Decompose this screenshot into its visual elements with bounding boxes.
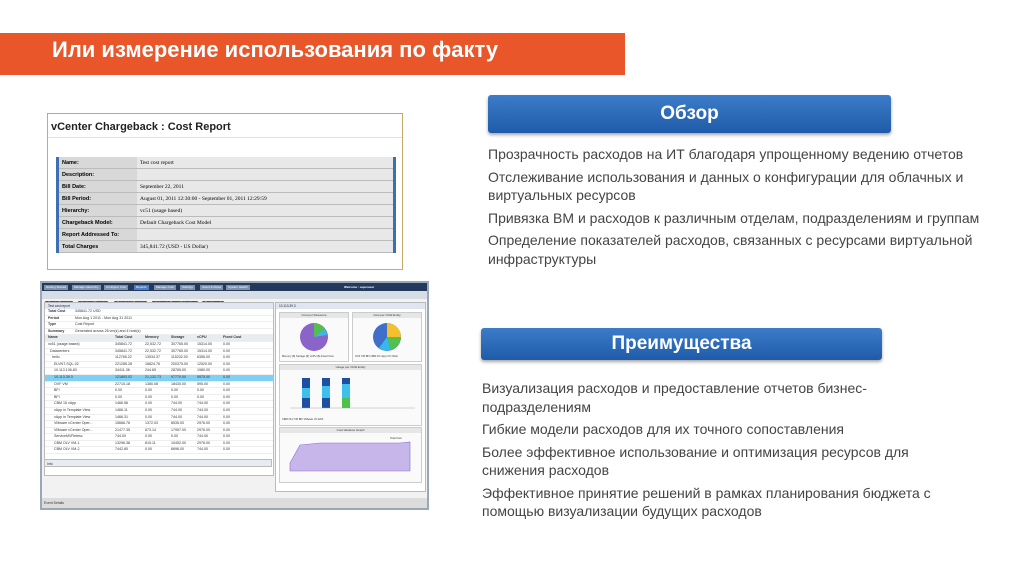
table-row[interactable] xyxy=(45,415,273,422)
benefits-bullet: Гибкие модели расходов для их точного сопоставления xyxy=(482,421,844,437)
table-cell: Datacenters xyxy=(50,348,70,353)
table-cell: 21,132.73 xyxy=(145,374,161,379)
overview-bullet: Определение показателей расходов, связанных с ресурсами виртуальной инфраструктуры xyxy=(488,232,973,267)
table-row[interactable] xyxy=(45,355,273,362)
table-cell: 13296.38 xyxy=(115,440,130,445)
table-cell: vc51 (usage based) xyxy=(48,341,80,346)
table-row[interactable] xyxy=(45,447,273,454)
table-cell: vApp in Template View xyxy=(54,407,91,412)
table-cell: 307765.00 xyxy=(171,348,188,353)
legend-text: Total Cost xyxy=(390,437,402,440)
table-cell: 8535.00 xyxy=(171,421,184,426)
benefits-bullet: Более эффективное использование и оптимизация ресурсов для снижения расходов xyxy=(482,443,909,478)
table-cell: 0.00 xyxy=(115,388,122,393)
table-cell: 345841.72 xyxy=(115,341,132,346)
table-cell: CBM OLV VM-1 xyxy=(54,440,80,445)
table-cell: 0.00 xyxy=(145,394,152,399)
table-row[interactable] xyxy=(45,368,273,375)
overview-bullet: Отслеживание использования и данных о конфигурации для облачных и виртуальных ресурсов xyxy=(488,168,964,203)
report-divider xyxy=(48,137,402,138)
table-cell: 0.00 xyxy=(171,388,178,393)
table-cell: 0.00 xyxy=(223,407,230,412)
table-cell: 0.00 xyxy=(223,388,230,393)
app-top-nav xyxy=(42,283,427,291)
grid-body xyxy=(45,342,273,454)
table-row[interactable] xyxy=(45,421,273,428)
table-cell: 18430.00 xyxy=(171,381,186,386)
table-cell: OVF VM xyxy=(54,381,68,386)
table-cell: 0.00 xyxy=(223,355,230,360)
event-details-bar[interactable]: Event Details xyxy=(42,498,429,508)
legend-text: OVF VM BFI CBM 15 vApp VC Other xyxy=(355,355,399,358)
table-cell: 0.00 xyxy=(145,414,152,419)
table-cell: CBM 15 vApp xyxy=(54,401,77,406)
table-cell: 0.00 xyxy=(145,401,152,406)
table-cell: 121893.02 xyxy=(115,374,132,379)
table-cell: 0.00 xyxy=(145,434,152,439)
table-cell: 0.00 xyxy=(145,447,152,452)
table-cell: 1466.56 xyxy=(115,401,128,406)
bar xyxy=(302,388,310,398)
table-cell: vApp in Template View xyxy=(54,414,91,419)
table-cell: 15314.00 xyxy=(197,348,212,353)
table-cell: ELVNT-SQL-02 xyxy=(54,361,79,366)
table-cell: 221285.28 xyxy=(115,361,132,366)
table-cell: 2976.00 xyxy=(197,421,210,426)
table-cell: 744.00 xyxy=(171,407,182,412)
table-cell: 1380.08 xyxy=(145,381,158,386)
table-cell: 0.00 xyxy=(223,368,230,373)
table-cell: 815.11 xyxy=(145,440,156,445)
report-tab[interactable]: Test cost report xyxy=(45,303,273,309)
bar-chart-usage: Usage per Child Entity CBM OLV VM BFI VMware VC ESX xyxy=(279,364,422,426)
table-cell: 744.00 xyxy=(171,401,182,406)
table-cell: hello xyxy=(52,355,60,360)
table-cell: BFI xyxy=(54,388,60,393)
bar xyxy=(342,398,350,408)
table-cell: 7442.80 xyxy=(115,447,128,452)
table-cell: ServiceMVRetesc xyxy=(54,434,83,439)
app-tab[interactable]: Getting Started xyxy=(46,285,67,289)
pie-chart-2-svg xyxy=(353,318,421,360)
app-tab-active[interactable]: Reports xyxy=(136,285,147,289)
table-cell: CBM OLV VM-2 xyxy=(54,447,80,452)
benefits-bullet: Визуализация расходов и предоставление отчетов бизнес-подразделениям xyxy=(482,380,867,415)
table-row[interactable] xyxy=(45,382,273,389)
table-row[interactable] xyxy=(45,388,273,395)
app-tab[interactable]: Manage Cost xyxy=(156,285,174,289)
welcome-label: Welcome : superuser xyxy=(344,285,375,289)
pie-chart-child: Cost per Child Entity OVF VM BFI CBM 15 vApp VC Other xyxy=(352,312,422,362)
table-cell: 34411.36 xyxy=(115,368,130,373)
app-tab[interactable]: Manage Hierarchy xyxy=(74,285,99,289)
table-cell: 1980.00 xyxy=(197,368,210,373)
field-row: Total Cost 345841.72 USD xyxy=(45,309,273,316)
title-bar xyxy=(0,33,625,75)
table-cell: VMware vCenter Oper... xyxy=(54,427,93,432)
pie-slice-b xyxy=(387,323,401,337)
table-cell: 0.00 xyxy=(145,388,152,393)
table-cell: 0.00 xyxy=(223,341,230,346)
field-row: Summary Generated across 26 vm(s) and 4 host(s) xyxy=(45,329,273,336)
cost-report-image xyxy=(47,113,403,270)
table-cell: 10.113.39.3 xyxy=(54,374,73,379)
table-row[interactable] xyxy=(45,349,273,356)
report-row: Report Addressed To: xyxy=(58,229,395,241)
table-cell: 0.00 xyxy=(223,447,230,452)
report-row: Name: Test cost report xyxy=(58,157,395,169)
table-cell: 2976.00 xyxy=(197,440,210,445)
table-cell: 10.113.106.83 xyxy=(54,368,77,373)
report-grid-pane xyxy=(44,302,274,476)
grid-header-row: Name Total Cost Memory Storage vCPU Fixed Cost xyxy=(45,335,273,342)
table-cell: 28765.00 xyxy=(171,368,186,373)
table-cell: 6356.00 xyxy=(197,355,210,360)
report-row: Chargeback Model: Default Chargeback Cost Model xyxy=(58,217,395,229)
area-chart-variance: Cost Variance Graph Total Cost xyxy=(279,427,422,483)
slide-title: Или измерение использования по факту xyxy=(52,37,499,62)
pie-chart-1-svg xyxy=(280,318,348,360)
table-cell: BFI xyxy=(54,394,60,399)
app-tab[interactable]: Users & Roles xyxy=(202,285,222,289)
table-row[interactable] xyxy=(45,401,273,408)
table-cell: 345841.72 xyxy=(115,348,132,353)
table-cell: 307765.00 xyxy=(171,341,188,346)
table-row[interactable] xyxy=(45,441,273,448)
table-cell: 10452.00 xyxy=(171,440,186,445)
table-cell: 0.00 xyxy=(223,401,230,406)
table-cell: 17957.00 xyxy=(171,427,186,432)
table-cell: 0.00 xyxy=(223,421,230,426)
table-cell: 0.00 xyxy=(223,361,230,366)
app-tab[interactable]: Configure Cost xyxy=(106,285,127,289)
table-cell: 6696.00 xyxy=(171,447,184,452)
legend-text: CBM OLV VM BFI VMware VC ESX xyxy=(282,418,324,421)
report-row: Hierarchy: vc51 (usage based) xyxy=(58,205,395,217)
table-cell: 200375.00 xyxy=(171,361,188,366)
table-cell: 744.00 xyxy=(171,414,182,419)
table-cell: 15666.76 xyxy=(115,421,130,426)
table-cell: 0.00 xyxy=(197,388,204,393)
benefits-list xyxy=(482,379,967,525)
table-cell: 744.00 xyxy=(115,434,126,439)
table-cell: 0.00 xyxy=(223,414,230,419)
bar xyxy=(322,386,330,398)
table-row[interactable] xyxy=(45,375,273,382)
table-cell: 0.00 xyxy=(223,348,230,353)
overview-list xyxy=(488,145,983,272)
table-cell: 0.00 xyxy=(171,394,178,399)
field-row: Period Mon Aug 1 2011 - Mon Aug 31 2011 xyxy=(45,316,273,323)
overview-bullet: Привязка ВМ и расходов к различным отделам, подразделениям и группам xyxy=(488,209,980,226)
table-cell: 12520.00 xyxy=(197,361,212,366)
table-cell: 0.00 xyxy=(223,381,230,386)
table-cell: 115232.00 xyxy=(171,355,188,360)
details-panel: Info xyxy=(44,459,272,467)
table-cell: 0.00 xyxy=(223,374,230,379)
pie-chart-resource: Cost per Resource Memory ($) Storage ($) vCPU ($) Fixed Cost xyxy=(279,312,349,362)
area-series xyxy=(290,442,410,471)
table-cell: 673.14 xyxy=(145,427,156,432)
bar-chart-svg xyxy=(280,370,421,424)
table-cell: 0.00 xyxy=(145,407,152,412)
table-row[interactable] xyxy=(45,428,273,435)
table-cell: 0.00 xyxy=(223,427,230,432)
field-row: Type Cost Report xyxy=(45,322,273,329)
charts-pane xyxy=(275,302,426,492)
table-row[interactable] xyxy=(45,342,273,349)
table-row[interactable] xyxy=(45,408,273,415)
charts-pane-title: 10.113.39.3 xyxy=(276,303,425,309)
benefits-bullet: Эффективное принятие решений в рамках планирования бюджета с помощью визуализации будущих расходов xyxy=(482,484,931,519)
chargeback-app-screenshot xyxy=(40,281,429,510)
table-cell: 0.00 xyxy=(223,434,230,439)
table-cell: 97770.00 xyxy=(171,374,186,379)
app-sub-nav xyxy=(42,291,427,299)
area-chart-svg xyxy=(280,433,421,481)
bar xyxy=(342,384,350,398)
report-row: Description: xyxy=(58,169,395,181)
table-cell: 744.00 xyxy=(197,414,208,419)
report-title: vCenter Chargeback : Cost Report xyxy=(51,121,231,133)
table-cell: 0.00 xyxy=(115,394,122,399)
table-cell: 744.00 xyxy=(197,434,208,439)
table-cell: VMware vCenter Oper... xyxy=(54,421,93,426)
table-cell: 0.00 xyxy=(197,394,204,399)
table-cell: 595.00 xyxy=(197,381,208,386)
table-cell: 22715.18 xyxy=(115,381,130,386)
table-cell: 1466.11 xyxy=(115,407,128,412)
table-cell: 0.00 xyxy=(223,394,230,399)
table-row[interactable] xyxy=(45,434,273,441)
table-cell: 744.00 xyxy=(197,407,208,412)
table-cell: 1372.03 xyxy=(145,421,158,426)
benefits-header: Преимущества xyxy=(481,328,882,360)
table-cell: 0.00 xyxy=(223,440,230,445)
table-cell: 744.00 xyxy=(197,447,208,452)
table-cell: 244.65 xyxy=(145,368,156,373)
table-cell: 5975.00 xyxy=(197,374,210,379)
table-cell: 21477.35 xyxy=(115,427,130,432)
overview-header: Обзор xyxy=(488,95,891,133)
report-row: Bill Period: August 01, 2011 12:30:00 - September 01, 2011 12:29:59 xyxy=(58,193,395,205)
table-cell: 22,532.72 xyxy=(145,348,161,353)
table-cell: 1466.31 xyxy=(115,414,128,419)
table-row[interactable] xyxy=(45,395,273,402)
overview-bullet: Прозрачность расходов на ИТ благодаря упрощенному ведению отчетов xyxy=(488,146,964,162)
table-cell: 2976.00 xyxy=(197,427,210,432)
table-row[interactable] xyxy=(45,362,273,369)
table-cell: 15314.00 xyxy=(197,341,212,346)
table-cell: 16824.76 xyxy=(145,361,160,366)
legend-text: Memory ($) Storage ($) vCPU ($) Fixed Cost xyxy=(282,355,334,358)
report-row: Bill Date: September 22, 2011 xyxy=(58,181,395,193)
table-cell: 112765.22 xyxy=(115,355,132,360)
report-row: Total Charges 345,841.72 (USD - US Dollar) xyxy=(58,241,395,253)
table-cell: 744.00 xyxy=(197,401,208,406)
app-tab[interactable]: Settings xyxy=(182,285,193,289)
app-tab[interactable]: System Health xyxy=(228,285,248,289)
table-cell: 22,532.72 xyxy=(145,341,161,346)
table-cell: 0.00 xyxy=(171,434,178,439)
table-cell: 13534.37 xyxy=(145,355,160,360)
report-table xyxy=(56,157,396,253)
